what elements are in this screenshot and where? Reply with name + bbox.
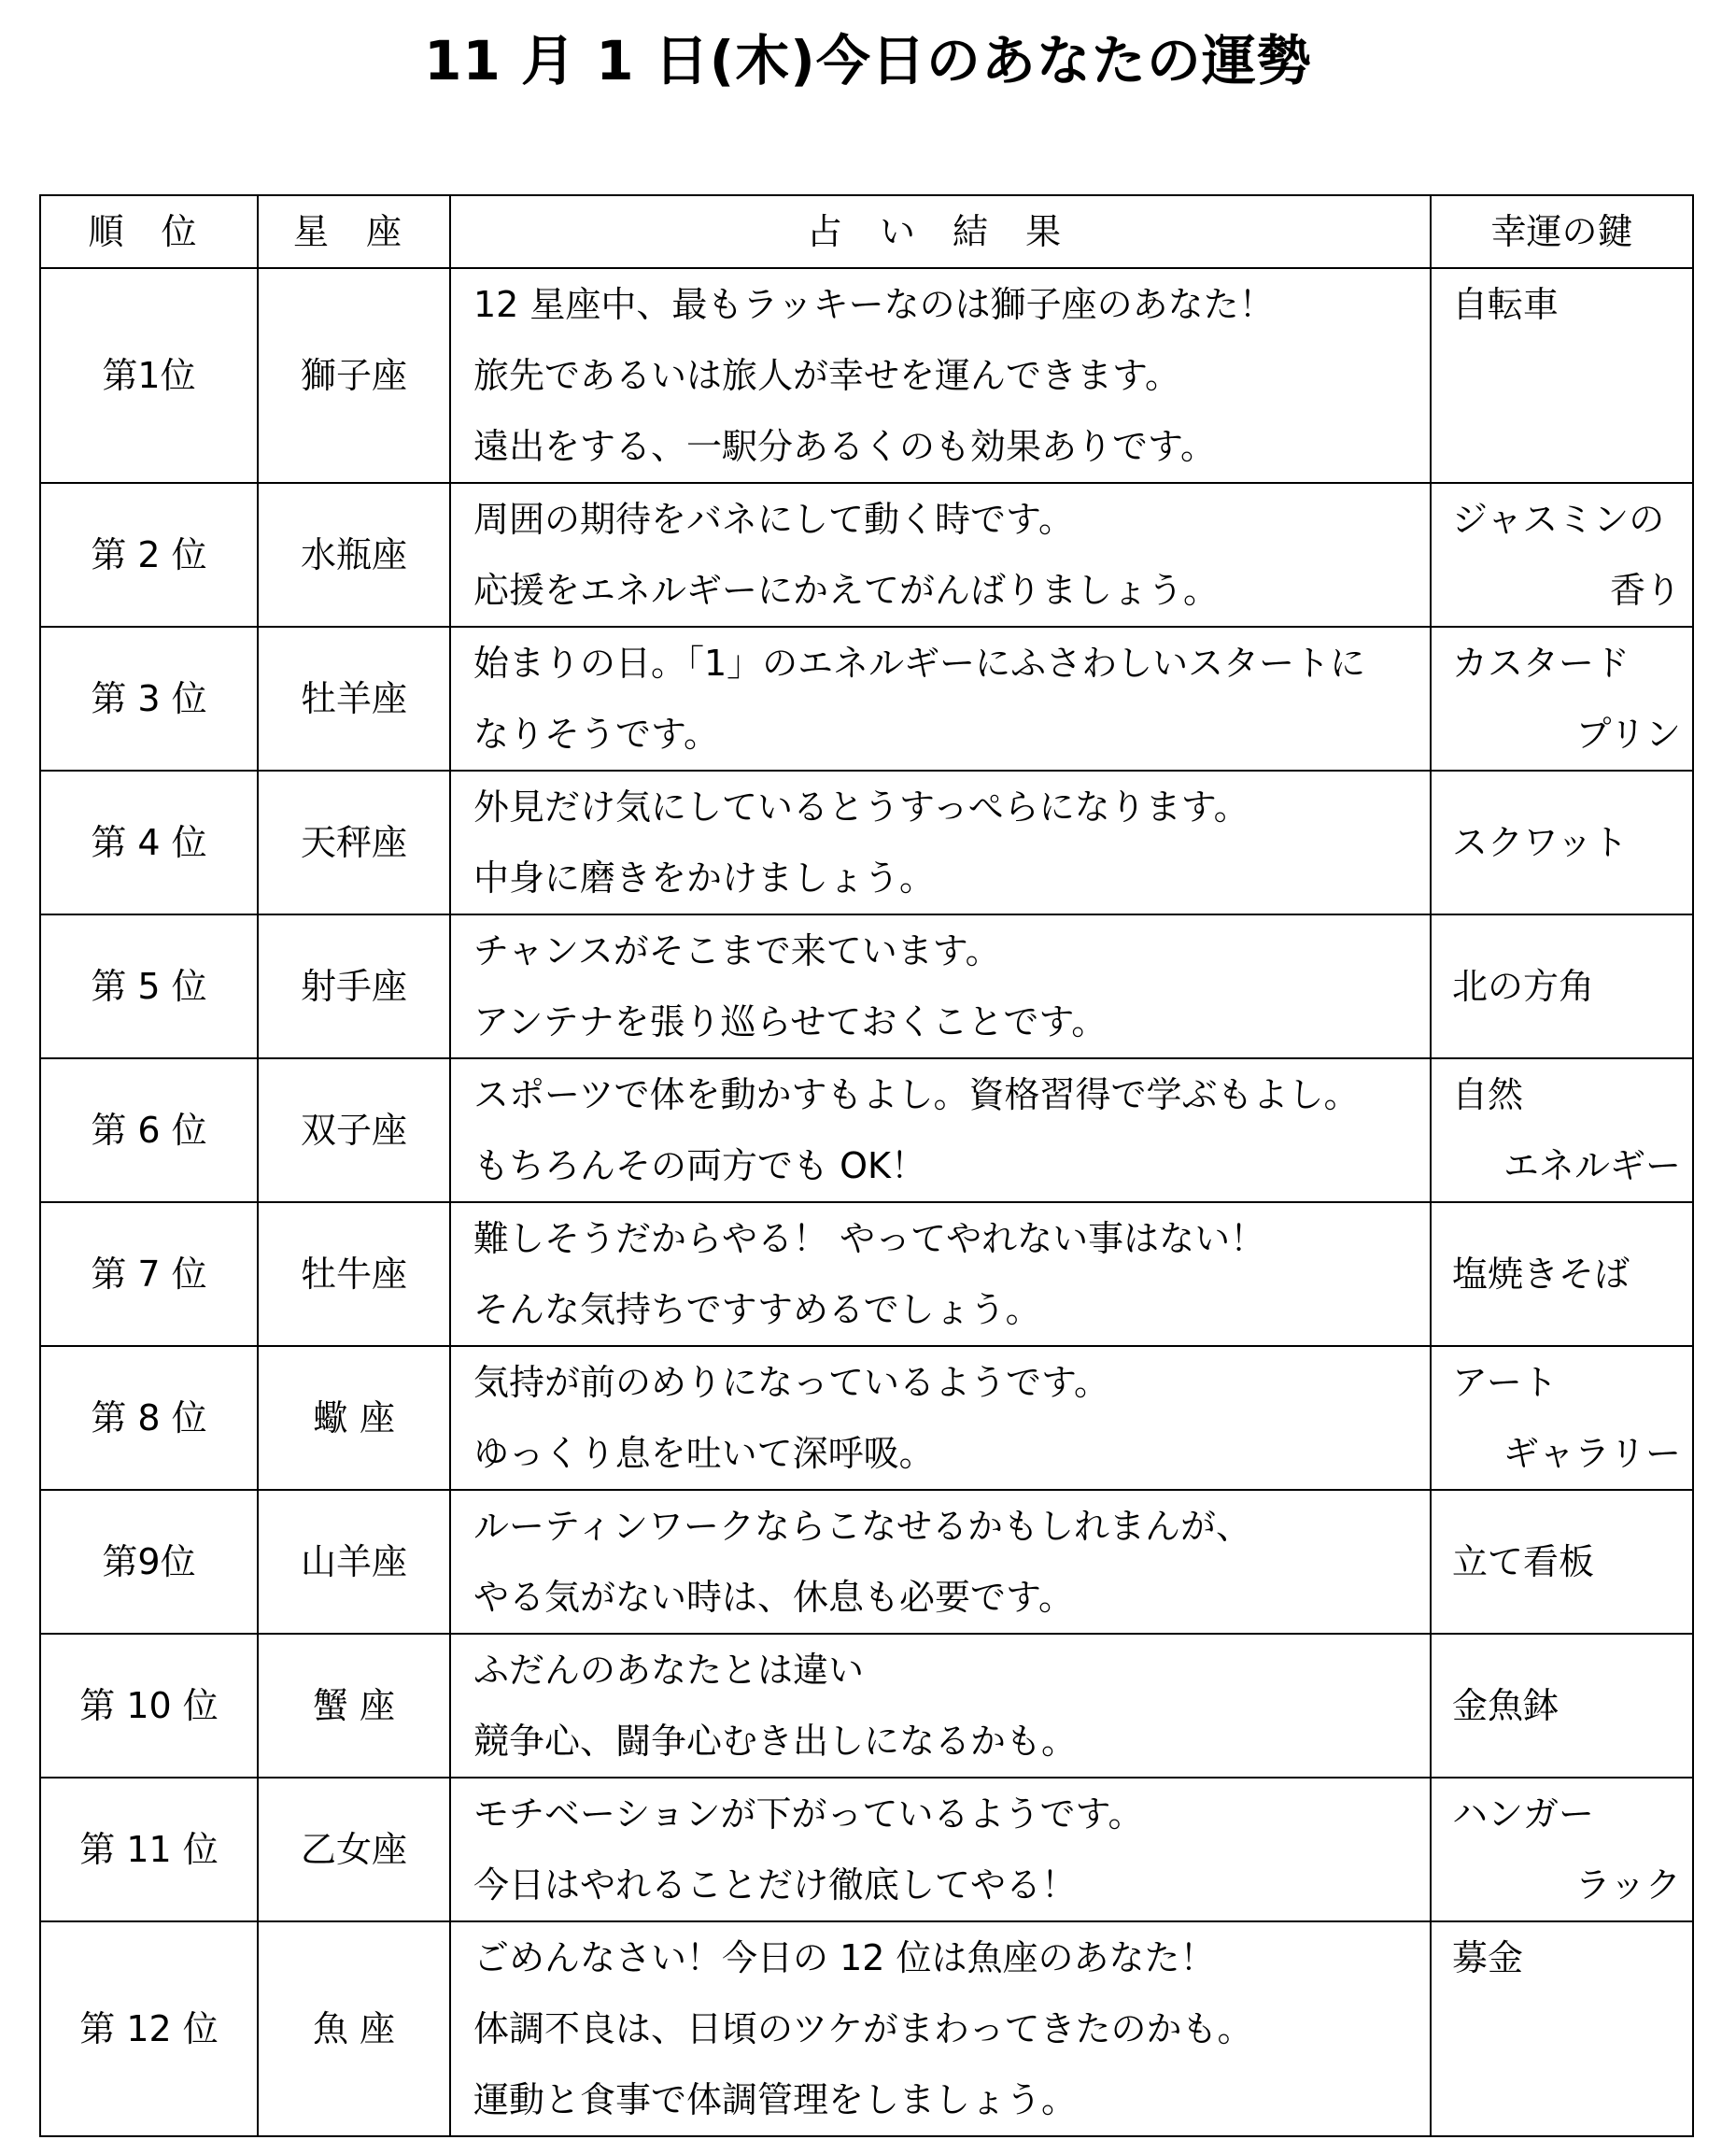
fortune-result-line: そんな気持ちですすめるでしょう。: [473, 1289, 1041, 1330]
fortune-result-line: 旅先であるいは旅人が幸せを運んできます。: [473, 355, 1180, 396]
lucky-key-text: ジャスミンの: [1452, 499, 1665, 540]
zodiac-sign-cell: 乙女座: [258, 1778, 450, 1921]
table-header-row: [40, 195, 1693, 268]
lucky-key-text: 金魚鉢: [1452, 1685, 1560, 1726]
fortune-result-line: 外見だけ気にしているとうすっぺらになります。: [473, 786, 1249, 828]
fortune-result-line: チャンスがそこまで来ています。: [473, 930, 1001, 971]
header-lucky-key: 幸運の鍵: [1431, 195, 1693, 268]
table-body: [40, 268, 1693, 2136]
rank-cell: 第 11 位: [40, 1778, 258, 1921]
table-row: [40, 268, 1693, 483]
fortune-result-line: ふだんのあなたとは違い: [473, 1650, 865, 1691]
zodiac-sign-cell: 蟹 座: [258, 1634, 450, 1778]
rank-cell: 第 2 位: [40, 483, 258, 627]
lucky-key-text: 自然: [1452, 1074, 1524, 1115]
rank-cell: 第 4 位: [40, 771, 258, 914]
lucky-key-cell: [1431, 914, 1693, 1058]
fortune-table: [39, 194, 1694, 2137]
table-row: [40, 914, 1693, 1058]
table-row: [40, 1921, 1693, 2136]
lucky-key-text: 塩焼きそば: [1452, 1254, 1630, 1295]
lucky-key-text: ギャラリー: [1503, 1433, 1681, 1474]
fortune-result-cell: [450, 483, 1431, 627]
lucky-key-cell: [1431, 627, 1693, 771]
header-result: 占 い 結 果: [450, 195, 1431, 268]
fortune-result-cell: [450, 771, 1431, 914]
fortune-result-line: もちろんその両方でも OK！: [473, 1145, 926, 1186]
fortune-result-cell: [450, 1778, 1431, 1921]
lucky-key-cell: [1431, 1346, 1693, 1490]
rank-cell: 第 8 位: [40, 1346, 258, 1490]
lucky-key-text: スクワット: [1452, 822, 1629, 863]
zodiac-sign-cell: 牡羊座: [258, 627, 450, 771]
fortune-result-line: 運動と食事で体調管理をしましょう。: [473, 2079, 1078, 2120]
fortune-result-line: 始まりの日。「1」のエネルギーにふさわしいスタートに: [473, 643, 1366, 684]
rank-cell: 第 6 位: [40, 1058, 258, 1202]
fortune-result-cell: [450, 1634, 1431, 1778]
table-row: [40, 483, 1693, 627]
lucky-key-text: 自転車: [1452, 284, 1560, 325]
rank-cell: 第 10 位: [40, 1634, 258, 1778]
zodiac-sign-cell: 水瓶座: [258, 483, 450, 627]
lucky-key-text: ラック: [1574, 1864, 1681, 1906]
fortune-result-line: 周囲の期待をバネにして動く時です。: [473, 499, 1074, 540]
fortune-result-line: ゆっくり息を吐いて深呼吸。: [473, 1433, 935, 1474]
fortune-result-line: スポーツで体を動かすもよし。資格習得で学ぶもよし。: [473, 1074, 1360, 1115]
fortune-result-line: 12 星座中、最もラッキーなのは獅子座のあなた！: [473, 284, 1275, 325]
fortune-result-line: モチベーションが下がっているようです。: [473, 1793, 1144, 1835]
zodiac-sign-cell: 蠍 座: [258, 1346, 450, 1490]
lucky-key-text: カスタード: [1452, 643, 1630, 684]
fortune-result-cell: [450, 1490, 1431, 1634]
lucky-key-cell: [1431, 771, 1693, 914]
rank-cell: 第 5 位: [40, 914, 258, 1058]
lucky-key-text: 北の方角: [1452, 966, 1595, 1007]
rank-cell: 第 12 位: [40, 1921, 258, 2136]
lucky-key-text: 香り: [1609, 570, 1681, 611]
lucky-key-cell: [1431, 1202, 1693, 1346]
table-row: [40, 627, 1693, 771]
zodiac-sign-cell: 獅子座: [258, 268, 450, 483]
lucky-key-text: 立て看板: [1452, 1541, 1595, 1582]
lucky-key-text: エネルギー: [1503, 1145, 1681, 1186]
table-row: [40, 1058, 1693, 1202]
zodiac-sign-cell: 魚 座: [258, 1921, 450, 2136]
zodiac-sign-cell: 天秤座: [258, 771, 450, 914]
lucky-key-cell: [1431, 1778, 1693, 1921]
lucky-key-cell: [1431, 1921, 1693, 2136]
lucky-key-text: 募金: [1452, 1937, 1524, 1978]
table-row: [40, 1202, 1693, 1346]
fortune-result-line: 難しそうだからやる！ やってやれない事はない！: [473, 1218, 1266, 1259]
fortune-result-line: 体調不良は、日頃のツケがまわってきたのかも。: [473, 2008, 1253, 2049]
lucky-key-cell: [1431, 1634, 1693, 1778]
header-rank: 順 位: [40, 195, 258, 268]
zodiac-sign-cell: 山羊座: [258, 1490, 450, 1634]
zodiac-sign-cell: 射手座: [258, 914, 450, 1058]
lucky-key-cell: [1431, 1490, 1693, 1634]
fortune-result-line: アンテナを張り巡らせておくことです。: [473, 1001, 1108, 1042]
fortune-result-cell: [450, 1058, 1431, 1202]
fortune-result-cell: [450, 1921, 1431, 2136]
table-row: [40, 1634, 1693, 1778]
page-title: 11 月 1 日(木)今日のあなたの運勢: [424, 29, 1312, 92]
lucky-key-text: アート: [1452, 1362, 1558, 1403]
header-sign: 星 座: [258, 195, 450, 268]
table-row: [40, 1490, 1693, 1634]
fortune-result-line: 気持が前のめりになっているようです。: [473, 1362, 1109, 1403]
fortune-result-cell: [450, 914, 1431, 1058]
lucky-key-cell: [1431, 268, 1693, 483]
fortune-result-line: やる気がない時は、休息も必要です。: [473, 1577, 1074, 1618]
rank-cell: 第 3 位: [40, 627, 258, 771]
table-row: [40, 1346, 1693, 1490]
zodiac-sign-cell: 双子座: [258, 1058, 450, 1202]
table-row: [40, 771, 1693, 914]
lucky-key-text: プリン: [1575, 714, 1681, 755]
lucky-key-cell: [1431, 1058, 1693, 1202]
fortune-result-line: ルーティンワークならこなせるかもしれまんが、: [473, 1506, 1251, 1547]
fortune-result-cell: [450, 627, 1431, 771]
fortune-result-line: 遠出をする、一駅分あるくのも効果ありです。: [473, 426, 1216, 467]
lucky-key-cell: [1431, 483, 1693, 627]
fortune-result-cell: [450, 1202, 1431, 1346]
zodiac-sign-cell: 牡牛座: [258, 1202, 450, 1346]
fortune-result-line: 応援をエネルギーにかえてがんばりましょう。: [473, 570, 1220, 611]
fortune-result-line: 中身に磨きをかけましょう。: [473, 857, 936, 899]
table-row: [40, 1778, 1693, 1921]
lucky-key-text: ハンガー: [1452, 1793, 1595, 1835]
fortune-result-cell: [450, 268, 1431, 483]
fortune-result-cell: [450, 1346, 1431, 1490]
rank-cell: 第1位: [40, 268, 258, 483]
fortune-result-line: なりそうです。: [473, 714, 719, 755]
rank-cell: 第 7 位: [40, 1202, 258, 1346]
fortune-result-line: 競争心、闘争心むき出しになるかも。: [473, 1721, 1078, 1762]
rank-cell: 第9位: [40, 1490, 258, 1634]
fortune-result-line: ごめんなさい！今日の 12 位は魚座のあなた！: [473, 1937, 1216, 1978]
fortune-result-line: 今日はやれることだけ徹底してやる！: [473, 1864, 1078, 1906]
